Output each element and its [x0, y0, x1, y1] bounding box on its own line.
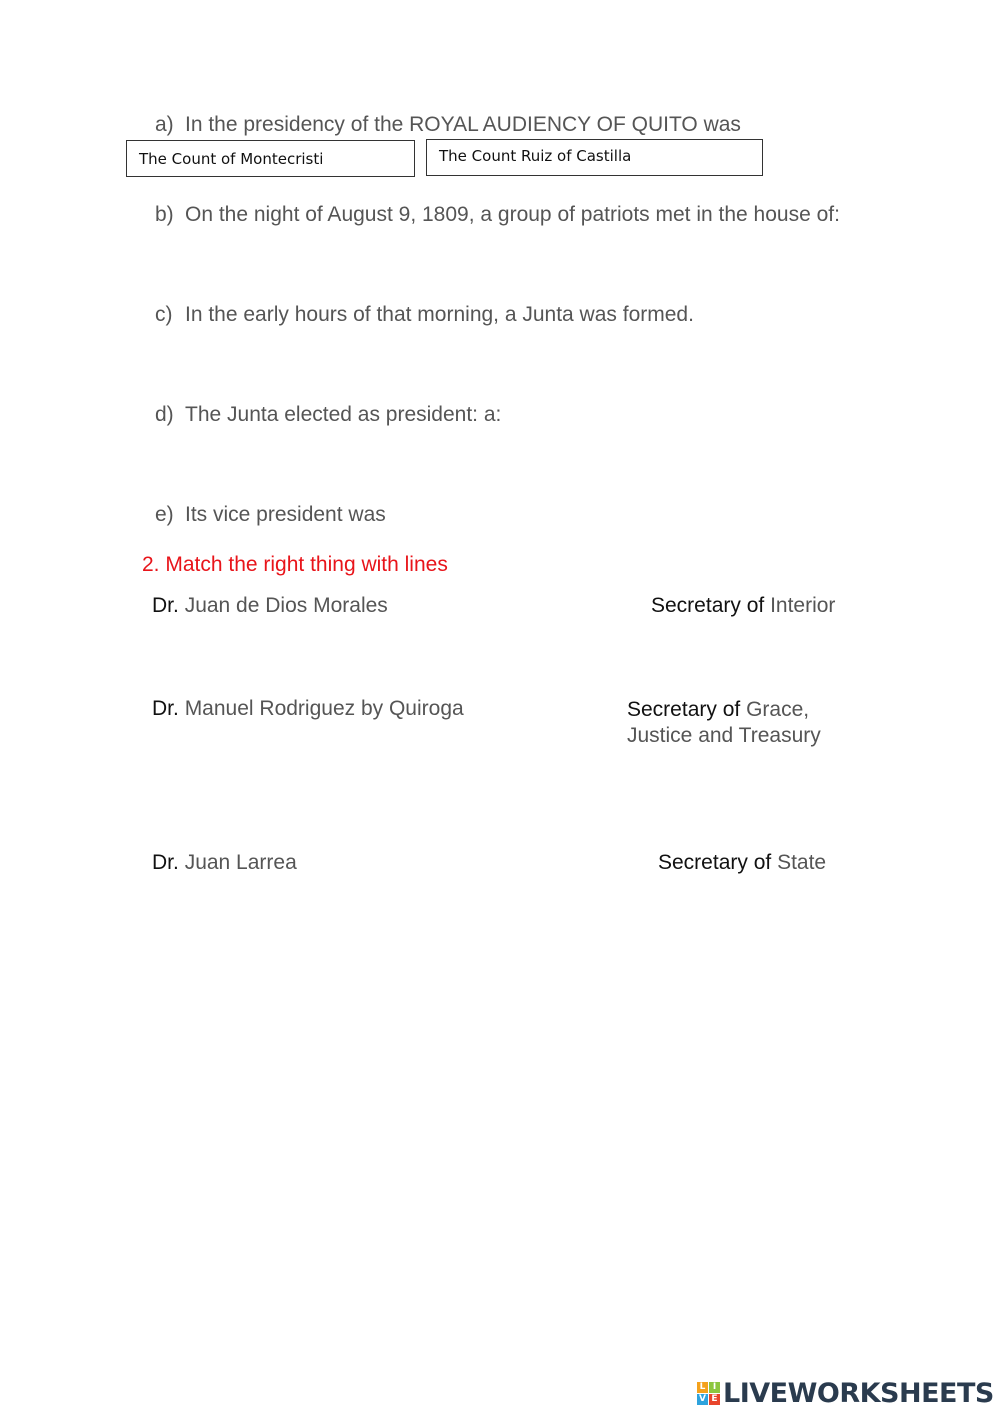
title-prefix: Secretary of — [651, 594, 765, 617]
question-a — [155, 113, 741, 137]
question-text: Its vice president was — [185, 503, 386, 526]
logo-cell: V — [697, 1394, 708, 1405]
answer-option-ruiz-castilla[interactable]: The Count Ruiz of Castilla — [426, 139, 763, 176]
question-label: e) — [155, 503, 174, 526]
office-name: State — [777, 851, 827, 874]
match-left-item[interactable] — [152, 851, 297, 875]
title-prefix: Dr. — [152, 594, 179, 617]
question-text: The Junta elected as president: a: — [185, 403, 502, 426]
title-prefix: Dr. — [152, 697, 179, 720]
person-name: Juan de Dios Morales — [184, 594, 388, 617]
office-name: Interior — [770, 594, 836, 617]
title-prefix: Dr. — [152, 851, 179, 874]
question-d — [155, 403, 501, 427]
question-c — [155, 303, 694, 327]
match-right-item[interactable] — [627, 697, 821, 749]
match-right-item[interactable] — [651, 594, 835, 618]
office-name-continued: Justice and Treasury — [627, 724, 821, 747]
match-right-item[interactable] — [658, 851, 826, 875]
question-text: In the presidency of the ROYAL AUDIENCY OF QUITO was — [185, 113, 741, 136]
liveworksheets-logo-icon — [697, 1382, 720, 1405]
liveworksheets-brand — [697, 1378, 994, 1408]
answer-option-montecristi[interactable]: The Count of Montecristi — [126, 140, 415, 177]
question-text: In the early hours of that morning, a Junta was formed. — [185, 303, 694, 326]
question-label: c) — [155, 303, 173, 326]
logo-cell: L — [697, 1382, 708, 1393]
question-text: On the night of August 9, 1809, a group of patriots met in the house of: — [185, 203, 840, 226]
logo-cell: I — [709, 1382, 720, 1393]
match-left-item[interactable] — [152, 594, 388, 618]
question-label: d) — [155, 403, 174, 426]
question-label: a) — [155, 113, 174, 136]
section-heading: 2. Match the right thing with lines — [142, 553, 448, 576]
brand-name: LIVEWORKSHEETS — [723, 1377, 994, 1409]
office-name: Grace, — [746, 698, 810, 721]
question-b — [155, 203, 840, 227]
title-prefix: Secretary of — [627, 698, 741, 721]
question-label: b) — [155, 203, 174, 226]
match-left-item[interactable] — [152, 697, 464, 721]
title-prefix: Secretary of — [658, 851, 772, 874]
logo-cell: E — [709, 1394, 720, 1405]
person-name: Manuel Rodriguez by Quiroga — [184, 697, 464, 720]
person-name: Juan Larrea — [184, 851, 297, 874]
question-e — [155, 503, 386, 527]
